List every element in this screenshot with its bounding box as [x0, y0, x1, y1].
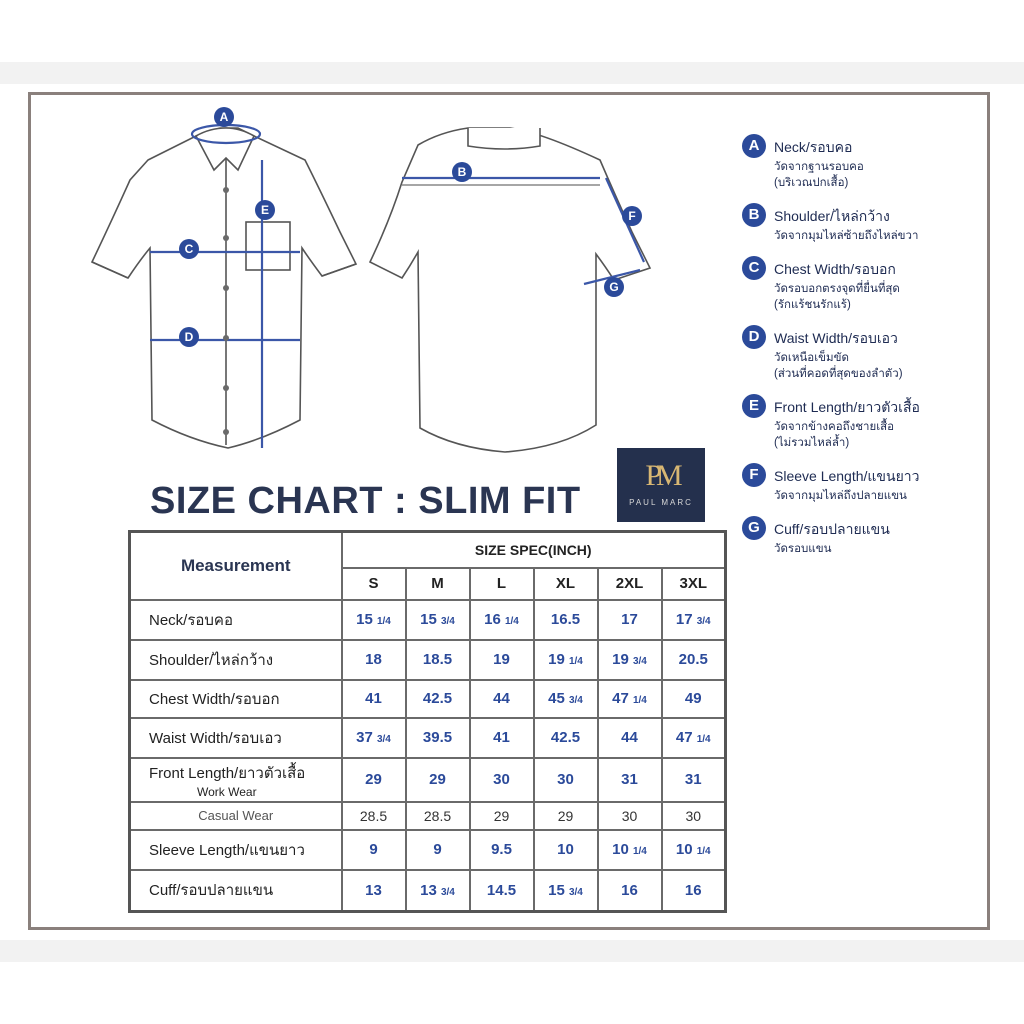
size-value: 17 — [675, 611, 693, 628]
table-header-row — [130, 532, 726, 568]
size-value-cell — [470, 680, 534, 718]
legend-title: Neck/รอบคอ — [774, 139, 853, 155]
legend-title: Chest Width/รอบอก — [774, 261, 896, 277]
size-value-cell — [406, 758, 470, 802]
size-value-cell — [342, 870, 406, 912]
legend-desc: วัดจากฐานรอบคอ — [774, 161, 864, 173]
size-value-cell — [598, 802, 662, 830]
size-value-cell — [534, 758, 598, 802]
legend-desc: วัดจากข้างคอถึงชายเสื้อ — [774, 421, 895, 433]
size-value-cell — [470, 870, 534, 912]
size-value: 45 — [548, 690, 565, 707]
back-collar — [468, 128, 540, 149]
size-value-cell — [534, 718, 598, 758]
size-value-cell — [598, 680, 662, 718]
marker-d: D — [179, 327, 199, 347]
size-fraction: 1/4 — [376, 616, 391, 627]
size-value-cell — [406, 870, 470, 912]
size-value: 13 — [420, 881, 437, 899]
size-value-cell — [662, 830, 726, 870]
row-label-text: Casual Wear — [198, 808, 274, 823]
legend-badge: D — [742, 325, 766, 349]
size-value: 10 — [675, 841, 693, 858]
size-fraction: 3/4 — [568, 695, 583, 706]
size-value-cell — [662, 600, 726, 640]
legend-title: Waist Width/รอบเอว — [774, 330, 898, 346]
table-row — [130, 600, 726, 640]
size-value-cell — [598, 758, 662, 802]
size-value: 19 — [612, 651, 629, 668]
size-value-cell — [342, 718, 406, 758]
legend-badge: C — [742, 256, 766, 280]
size-fraction: 1/4 — [632, 846, 647, 857]
size-value-cell — [662, 718, 726, 758]
size-value-cell — [470, 758, 534, 802]
legend-badge: G — [742, 516, 766, 540]
size-value: 18 — [365, 651, 382, 668]
row-label-text: Waist Width/รอบเอว — [149, 729, 282, 747]
size-fraction: 3/4 — [440, 886, 455, 898]
marker-f: F — [622, 206, 642, 226]
size-value: 41 — [365, 690, 382, 707]
legend-title: Front Length/ยาวตัวเสื้อ — [774, 399, 920, 415]
legend-item-sleeve-length — [742, 461, 1012, 504]
size-value: 19 — [493, 651, 510, 668]
legend-badge: B — [742, 203, 766, 227]
row-label-text: Chest Width/รอบอก — [149, 690, 280, 708]
size-value: 19 — [548, 651, 565, 668]
size-value: 28.5 — [359, 807, 388, 824]
size-value-cell — [406, 640, 470, 680]
size-value-cell — [534, 802, 598, 830]
row-label — [130, 758, 342, 802]
page-title: SIZE CHART : SLIM FIT — [150, 480, 581, 522]
size-header: XL — [534, 568, 598, 600]
size-value: 16 — [621, 881, 638, 899]
size-value: 37 — [356, 729, 373, 746]
legend-desc: (บริเวณปกเสื้อ) — [774, 177, 849, 189]
size-fraction: 3/4 — [568, 886, 583, 898]
size-value-cell — [662, 680, 726, 718]
legend-desc: (รักแร้ชนรักแร้) — [774, 299, 851, 311]
legend-item-cuff — [742, 514, 1012, 557]
size-value: 13 — [365, 881, 382, 899]
size-value-cell — [342, 758, 406, 802]
size-value: 47 — [675, 729, 693, 746]
measurement-header: Measurement — [130, 532, 342, 600]
row-label-text: Cuff/รอบปลายแขน — [149, 882, 274, 900]
legend-desc: วัดจากมุมไหล่ถึงปลายแขน — [774, 490, 907, 502]
size-value-cell — [342, 802, 406, 830]
shirt-diagram — [0, 0, 720, 470]
marker-g: G — [604, 277, 624, 297]
size-value-cell — [662, 802, 726, 830]
logo-text: PAUL MARC — [629, 498, 693, 507]
table-row — [130, 870, 726, 912]
size-value-cell — [470, 718, 534, 758]
size-value: 47 — [612, 690, 629, 707]
legend-title: Sleeve Length/แขนยาว — [774, 468, 920, 484]
size-fraction: 3/4 — [440, 616, 455, 627]
size-value: 31 — [684, 771, 702, 788]
size-value-cell — [342, 600, 406, 640]
size-value-cell — [342, 640, 406, 680]
size-value: 44 — [621, 729, 638, 746]
row-label — [130, 802, 342, 830]
size-value-cell — [406, 802, 470, 830]
legend-item-front-length — [742, 392, 1012, 451]
size-header: 2XL — [598, 568, 662, 600]
size-spec-header: SIZE SPEC(INCH) — [342, 532, 726, 568]
table-row — [130, 802, 726, 830]
row-label — [130, 718, 342, 758]
size-value-cell — [662, 758, 726, 802]
size-fraction: 1/4 — [696, 846, 711, 857]
brand-logo — [617, 448, 705, 522]
front-pocket — [246, 222, 290, 270]
legend-desc: วัดจากมุมไหล่ซ้ายถึงไหล่ขวา — [774, 230, 919, 242]
size-value-cell — [534, 830, 598, 870]
row-label — [130, 680, 342, 718]
marker-c: C — [179, 239, 199, 259]
size-value: 9.5 — [491, 841, 512, 858]
size-value: 30 — [621, 807, 638, 824]
size-value: 29 — [429, 771, 446, 788]
size-fraction: 1/4 — [568, 656, 583, 667]
size-fraction: 1/4 — [696, 734, 711, 745]
row-label — [130, 600, 342, 640]
size-value-cell — [662, 640, 726, 680]
size-value: 29 — [493, 807, 510, 824]
row-label — [130, 870, 342, 912]
size-value-cell — [342, 830, 406, 870]
size-value: 16 — [484, 611, 501, 628]
legend-item-neck — [742, 132, 1012, 191]
size-value-cell — [598, 830, 662, 870]
size-value-cell — [406, 830, 470, 870]
size-value-cell — [470, 802, 534, 830]
size-value-cell — [534, 870, 598, 912]
size-value: 39.5 — [422, 729, 453, 746]
row-label-text: Front Length/ยาวตัวเสื้อ — [149, 764, 306, 782]
size-value-cell — [342, 680, 406, 718]
marker-e: E — [255, 200, 275, 220]
size-value: 30 — [685, 807, 702, 824]
size-value: 30 — [557, 771, 574, 788]
size-value-cell — [534, 640, 598, 680]
legend-badge: E — [742, 394, 766, 418]
size-value: 16 — [684, 881, 702, 899]
size-value-cell — [406, 718, 470, 758]
size-spec-table — [128, 530, 727, 913]
legend-badge: A — [742, 134, 766, 158]
row-label-text: Neck/รอบคอ — [149, 611, 233, 629]
size-value-cell — [470, 830, 534, 870]
size-fraction: 1/4 — [632, 695, 647, 706]
size-value: 10 — [557, 841, 574, 858]
size-value-cell — [598, 640, 662, 680]
size-value-cell — [470, 640, 534, 680]
size-value-cell — [406, 680, 470, 718]
size-header: 3XL — [662, 568, 726, 600]
size-value: 15 — [420, 611, 437, 628]
table-row — [130, 830, 726, 870]
size-value-cell — [598, 600, 662, 640]
size-header: L — [470, 568, 534, 600]
legend-item-chest — [742, 254, 1012, 313]
size-value: 28.5 — [423, 807, 452, 824]
bottom-band — [0, 940, 1024, 962]
size-value: 29 — [365, 771, 382, 788]
marker-b: B — [452, 162, 472, 182]
size-value-cell — [470, 600, 534, 640]
measurement-legend — [742, 132, 1012, 567]
size-value: 15 — [548, 881, 565, 899]
size-value-cell — [406, 600, 470, 640]
table-row — [130, 640, 726, 680]
size-value: 16.5 — [550, 611, 581, 628]
size-header: S — [342, 568, 406, 600]
marker-a: A — [214, 107, 234, 127]
table-row — [130, 758, 726, 802]
legend-desc: วัดรอบอกตรงจุดที่ยื่นที่สุด — [774, 283, 900, 295]
size-value: 9 — [369, 841, 378, 858]
table-row — [130, 718, 726, 758]
size-fraction: 3/4 — [632, 656, 647, 667]
size-fraction: 3/4 — [376, 734, 391, 745]
size-value: 42.5 — [550, 729, 581, 746]
legend-desc: วัดรอบแขน — [774, 543, 832, 555]
legend-desc: (ส่วนที่คอดที่สุดของลำตัว) — [774, 368, 903, 380]
size-value: 10 — [612, 841, 629, 858]
legend-badge: F — [742, 463, 766, 487]
size-value-cell — [534, 600, 598, 640]
logo-mark: PM — [645, 459, 677, 492]
size-value: 30 — [493, 771, 510, 788]
size-value: 42.5 — [422, 690, 453, 707]
size-value: 44 — [493, 690, 510, 707]
size-value-cell — [598, 718, 662, 758]
size-value: 31 — [621, 771, 638, 788]
size-value-cell — [662, 870, 726, 912]
row-label-text: Sleeve Length/แขนยาว — [149, 841, 305, 859]
legend-item-shoulder — [742, 201, 1012, 244]
size-value: 18.5 — [422, 651, 453, 668]
row-label — [130, 830, 342, 870]
size-value: 29 — [557, 807, 574, 824]
legend-item-waist — [742, 323, 1012, 382]
size-value: 17 — [621, 611, 638, 628]
row-label-text: Shoulder/ไหล่กว้าง — [149, 651, 274, 669]
size-value: 9 — [433, 841, 442, 858]
table-row — [130, 680, 726, 718]
size-value-cell — [534, 680, 598, 718]
table-body — [130, 600, 726, 912]
legend-title: Shoulder/ไหล่กว้าง — [774, 208, 890, 224]
legend-desc: (ไม่รวมไหล่ล้ำ) — [774, 437, 850, 449]
size-value-cell — [598, 870, 662, 912]
size-header: M — [406, 568, 470, 600]
size-fraction: 1/4 — [504, 616, 519, 627]
size-value: 20.5 — [678, 651, 708, 668]
legend-desc: วัดเหนือเข็มขัด — [774, 352, 849, 364]
size-fraction: 3/4 — [696, 616, 711, 627]
size-value: 14.5 — [486, 881, 517, 899]
row-label — [130, 640, 342, 680]
legend-title: Cuff/รอบปลายแขน — [774, 521, 890, 537]
size-value: 49 — [684, 690, 702, 707]
row-sublabel: Work Wear — [197, 784, 257, 799]
size-value: 41 — [493, 729, 510, 746]
size-value: 15 — [356, 611, 373, 628]
